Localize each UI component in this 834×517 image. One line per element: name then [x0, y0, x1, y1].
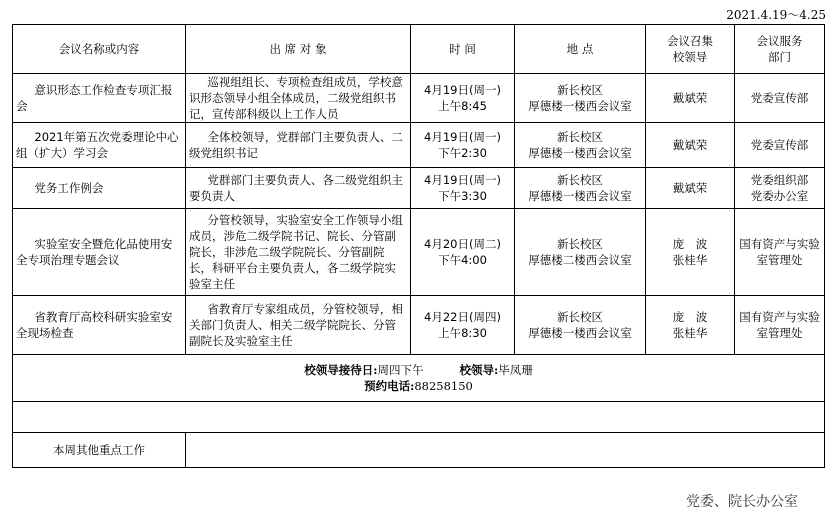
header-row: [13, 25, 825, 74]
meeting-content: 党务工作例会: [13, 168, 186, 209]
reception-phone-label: 预约电话:: [364, 379, 415, 393]
meeting-service: 党委宣传部: [735, 123, 825, 168]
blank-cell: [13, 402, 825, 433]
meeting-time: 4月19日(周一) 上午8:45: [411, 74, 515, 123]
meeting-attendees: 巡视组组长、专项检查组成员，学校意识形态领导小组全体成员，二级党组织书记，宣传部科级以上工作人员: [186, 74, 411, 123]
blank-row: [13, 402, 825, 433]
meeting-convener: 戴斌荣: [646, 168, 735, 209]
reception-leader-label: 校领导:: [459, 363, 499, 377]
meeting-schedule-table: [12, 24, 825, 468]
meeting-content: 2021年第五次党委理论中心组（扩大）学习会: [13, 123, 186, 168]
other-work-label: 本周其他重点工作: [13, 433, 186, 468]
meeting-attendees: 省教育厅专家组成员，分管校领导，相关部门负责人、相关二级学院院长、分管副院长及实验室主任: [186, 296, 411, 355]
meeting-attendees: 全体校领导，党群部门主要负责人、二级党组织书记: [186, 123, 411, 168]
meeting-service: 国有资产与实验室管理处: [735, 296, 825, 355]
table-row: [13, 74, 825, 123]
meeting-content: 省教育厅高校科研实验室安全现场检查: [13, 296, 186, 355]
meeting-convener: 戴斌荣: [646, 74, 735, 123]
meeting-service: 国有资产与实验室管理处: [735, 209, 825, 296]
meeting-location: 新长校区 厚德楼二楼西会议室: [515, 209, 646, 296]
other-work-row: [13, 433, 825, 468]
header-content: 会议名称或内容: [13, 25, 186, 74]
meeting-attendees: 党群部门主要负责人、各二级党组织主要负责人: [186, 168, 411, 209]
meeting-location: 新长校区 厚德楼一楼西会议室: [515, 168, 646, 209]
header-convener: 会议召集 校领导: [646, 25, 735, 74]
footer-office: 党委、院长办公室: [686, 494, 798, 510]
header-attendees: 出 席 对 象: [186, 25, 411, 74]
meeting-time: 4月22日(周四) 上午8:30: [411, 296, 515, 355]
reception-phone-value: 88258150: [414, 379, 473, 393]
meeting-content: 实验室安全暨危化品使用安全专项治理专题会议: [13, 209, 186, 296]
meeting-service: 党委组织部 党委办公室: [735, 168, 825, 209]
meeting-attendees: 分管校领导，实验室安全工作领导小组成员，涉危二级学院书记、院长、分管副院长，非涉危二级学院院长、分管副院长，科研平台主要负责人，各二级学院实验室主任: [186, 209, 411, 296]
reception-leader-value: 毕凤珊: [498, 363, 533, 377]
meeting-location: 新长校区 厚德楼一楼西会议室: [515, 296, 646, 355]
header-service: 会议服务 部门: [735, 25, 825, 74]
reception-row: [13, 355, 825, 402]
table-row: [13, 296, 825, 355]
date-range: 2021.4.19～4.25: [726, 8, 826, 22]
meeting-service: 党委宣传部: [735, 74, 825, 123]
meeting-time: 4月20日(周二) 下午4:00: [411, 209, 515, 296]
table-row: [13, 209, 825, 296]
meeting-convener: 戴斌荣: [646, 123, 735, 168]
meeting-convener: 庞 波 张桂华: [646, 296, 735, 355]
meeting-time: 4月19日(周一) 下午2:30: [411, 123, 515, 168]
meeting-location: 新长校区 厚德楼一楼西会议室: [515, 74, 646, 123]
reception-day-value: 周四下午: [377, 363, 424, 377]
other-work-value: [186, 433, 825, 468]
reception-day-label: 校领导接待日:: [304, 363, 378, 377]
header-location: 地 点: [515, 25, 646, 74]
meeting-location: 新长校区 厚德楼一楼西会议室: [515, 123, 646, 168]
header-time: 时 间: [411, 25, 515, 74]
reception-info: [13, 355, 825, 402]
meeting-time: 4月19日(周一) 下午3:30: [411, 168, 515, 209]
table-row: [13, 168, 825, 209]
meeting-convener: 庞 波 张桂华: [646, 209, 735, 296]
meeting-content: 意识形态工作检查专项汇报会: [13, 74, 186, 123]
table-row: [13, 123, 825, 168]
